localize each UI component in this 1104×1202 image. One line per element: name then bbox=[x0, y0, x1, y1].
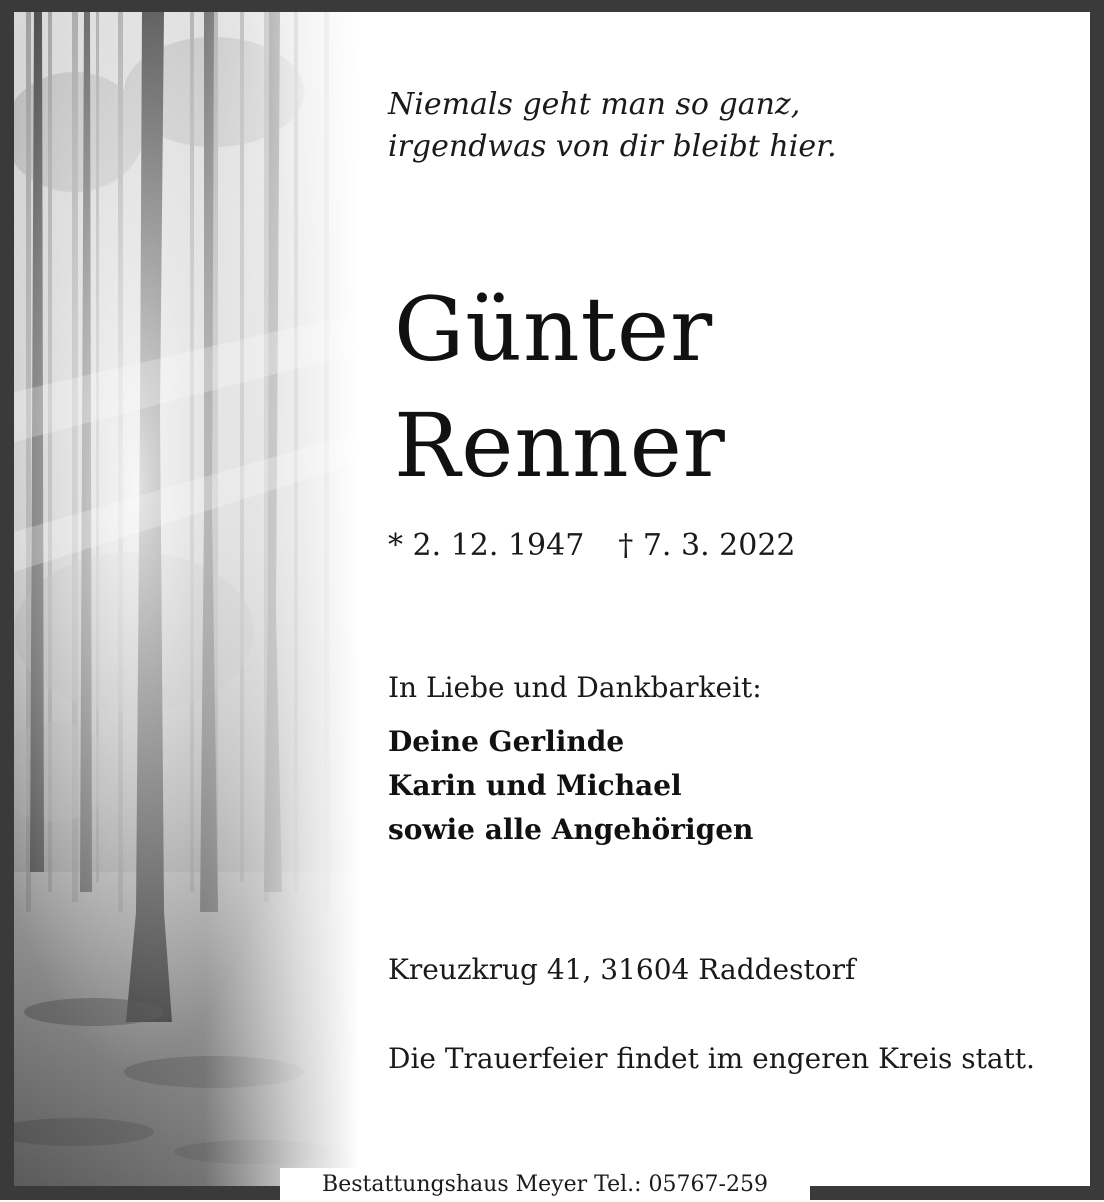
memorial-verse bbox=[388, 84, 1068, 168]
mourner-name: sowie alle Angehörigen bbox=[388, 813, 754, 846]
birth-date: * 2. 12. 1947 bbox=[388, 528, 585, 563]
mourner-name: Karin und Michael bbox=[388, 769, 682, 802]
mourners-intro: In Liebe und Dankbarkeit: bbox=[388, 671, 762, 704]
verse-line: Niemals geht man so ganz, bbox=[388, 87, 801, 122]
life-dates bbox=[388, 526, 796, 566]
mourner-name: Deine Gerlinde bbox=[388, 725, 625, 758]
verse-line: irgendwas von dir bleibt hier. bbox=[388, 129, 837, 164]
forest-image bbox=[14, 12, 360, 1186]
funeral-home-footer: Bestattungshaus Meyer Tel.: 05767-259 bbox=[280, 1168, 810, 1200]
address: Kreuzkrug 41, 31604 Raddestorf bbox=[388, 953, 856, 986]
first-name: Günter bbox=[394, 278, 714, 381]
ceremony-note: Die Trauerfeier findet im engeren Kreis statt. bbox=[388, 1042, 1035, 1075]
last-name: Renner bbox=[394, 394, 726, 497]
mourners-list bbox=[388, 720, 753, 852]
death-date: † 7. 3. 2022 bbox=[618, 528, 796, 563]
deceased-name bbox=[394, 272, 726, 504]
